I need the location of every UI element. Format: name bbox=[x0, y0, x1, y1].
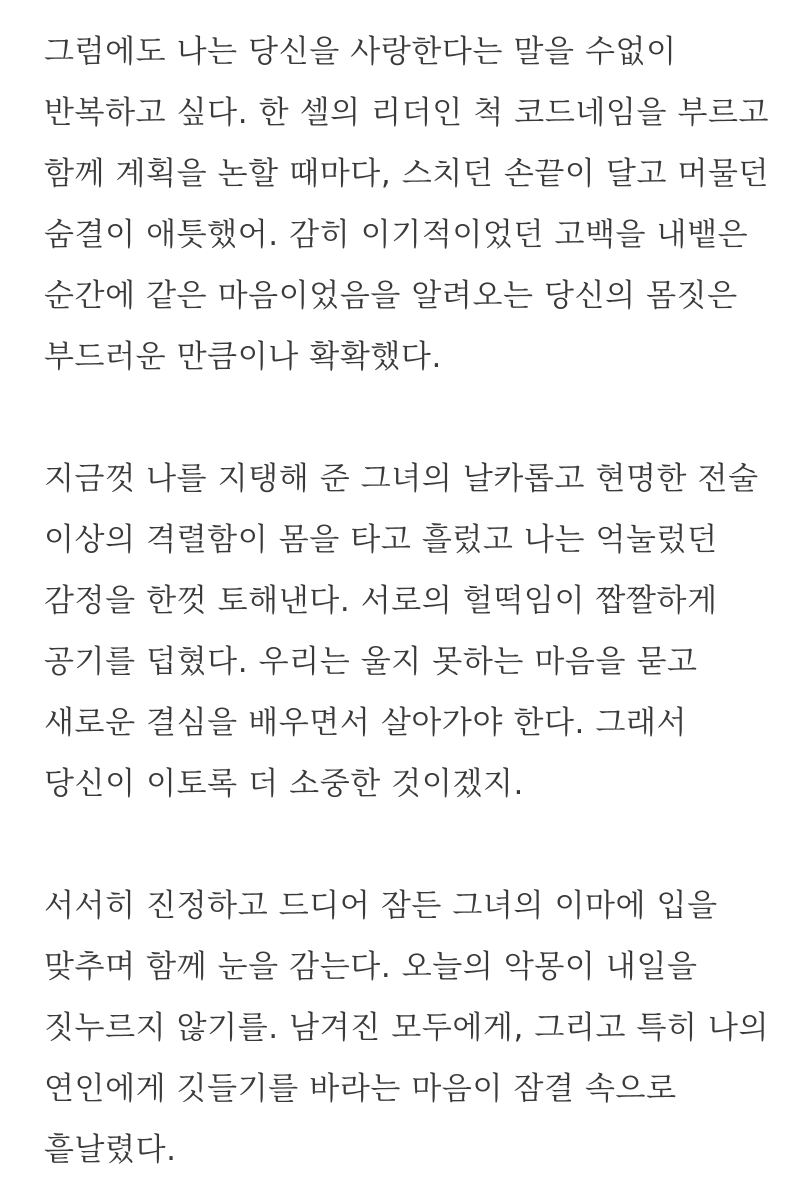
text-line: 이상의 격렬함이 몸을 타고 흘렀고 나는 억눌렀던 bbox=[44, 522, 718, 558]
text-line: 숨결이 애틋했어. 감히 이기적이었던 고백을 내뱉은 bbox=[44, 217, 749, 253]
article-body bbox=[44, 22, 784, 1181]
paragraph-2 bbox=[44, 449, 784, 815]
text-line: 순간에 같은 마음이었음을 알려오는 당신의 몸짓은 bbox=[44, 278, 738, 314]
paragraph-spacer bbox=[44, 388, 784, 449]
paragraph-1 bbox=[44, 22, 784, 388]
text-line: 짓누르지 않기를. 남겨진 모두에게, 그리고 특히 나의 bbox=[44, 1010, 770, 1046]
text-line: 새로운 결심을 배우면서 살아가야 한다. 그래서 bbox=[44, 705, 688, 741]
paragraph-3 bbox=[44, 876, 784, 1181]
text-line: 부드러운 만큼이나 확확했다. bbox=[44, 339, 442, 375]
text-line: 반복하고 싶다. 한 셀의 리더인 척 코드네임을 부르고 bbox=[44, 95, 770, 131]
text-line: 함께 계획을 논할 때마다, 스치던 손끝이 달고 머물던 bbox=[44, 156, 770, 192]
paragraph-spacer bbox=[44, 815, 784, 876]
text-line: 당신이 이토록 더 소중한 것이겠지. bbox=[44, 766, 524, 802]
text-line: 흩날렸다. bbox=[44, 1132, 177, 1168]
text-line: 그럼에도 나는 당신을 사랑한다는 말을 수없이 bbox=[44, 34, 677, 70]
text-line: 공기를 덥혔다. 우리는 울지 못하는 마음을 묻고 bbox=[44, 644, 698, 680]
text-line: 지금껏 나를 지탱해 준 그녀의 날카롭고 현명한 전술 bbox=[44, 461, 759, 497]
text-line: 서서히 진정하고 드디어 잠든 그녀의 이마에 입을 bbox=[44, 888, 718, 924]
text-line: 맞추며 함께 눈을 감는다. 오늘의 악몽이 내일을 bbox=[44, 949, 698, 985]
text-line: 감정을 한껏 토해낸다. 서로의 헐떡임이 짭짤하게 bbox=[44, 583, 718, 619]
text-line: 연인에게 깃들기를 바라는 마음이 잠결 속으로 bbox=[44, 1071, 677, 1107]
